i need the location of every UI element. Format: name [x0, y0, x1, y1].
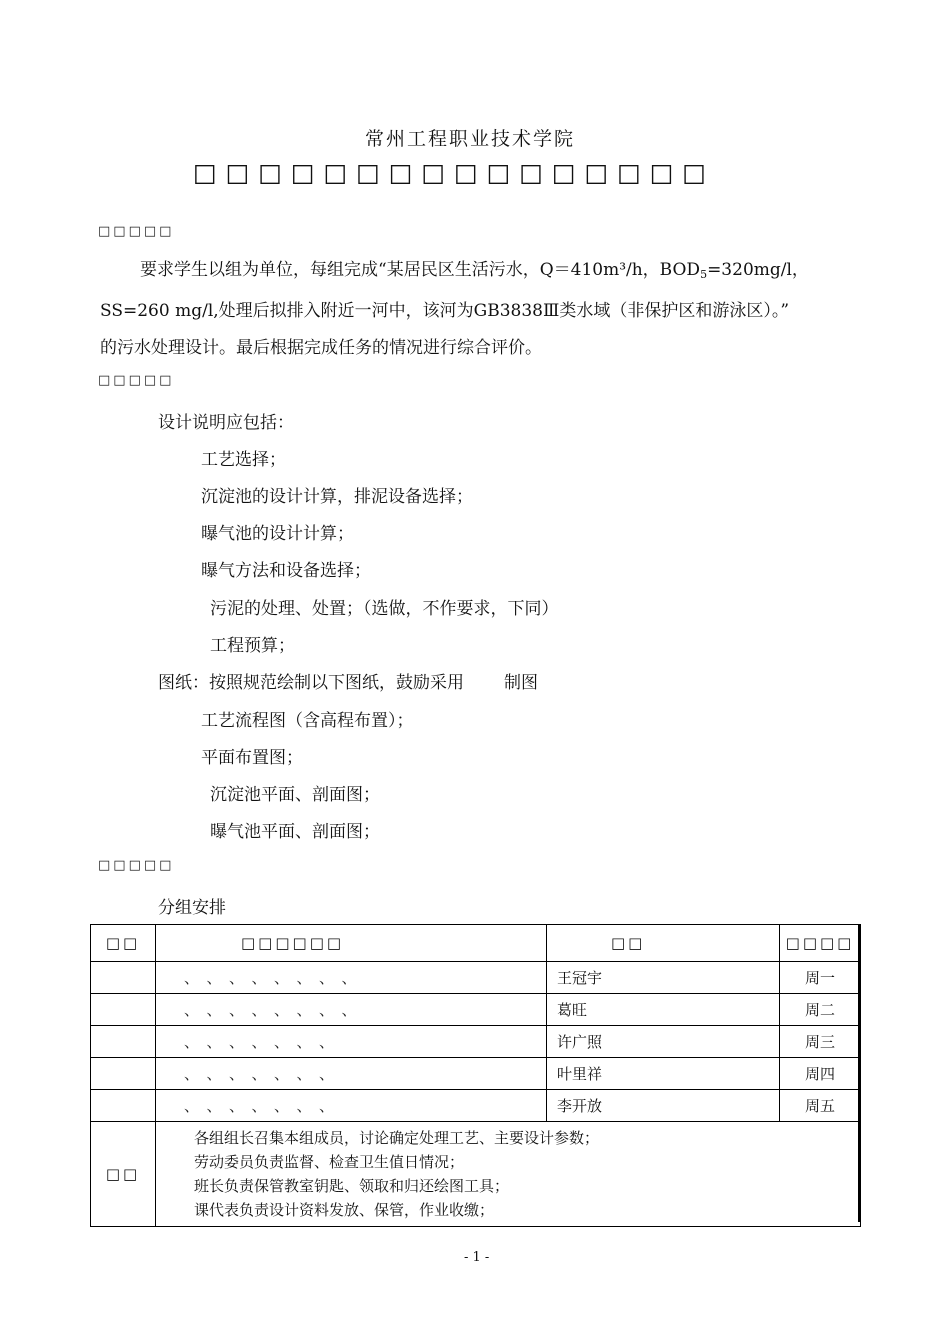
drawing-item: 曝气池平面、剖面图；: [210, 822, 380, 842]
note-line: 劳动委员负责监督、检查卫生值日情况；: [194, 1153, 465, 1171]
design-item: 曝气方法和设备选择；: [201, 561, 371, 581]
header-leader: □□: [547, 925, 780, 962]
group-cell: [91, 1090, 156, 1122]
drawing-item: 工艺流程图（含高程布置）；: [201, 711, 414, 731]
note-line: 班长负责保管教室钥匙、领取和归还绘图工具；: [194, 1177, 510, 1195]
course-title: □□□□□□□□□□□□□□□□: [193, 158, 715, 187]
note-line: 课代表负责设计资料发放、保管，作业收缴；: [194, 1201, 495, 1219]
table-header-row: [91, 925, 861, 962]
notes-label: □□: [91, 1122, 156, 1227]
leader-cell: 李开放: [547, 1090, 780, 1122]
table-double-border: [858, 924, 860, 1222]
page-number: - 1 -: [464, 1250, 490, 1265]
table-row: [91, 1058, 861, 1090]
school-name: 常州工程职业技术学院: [365, 128, 576, 150]
group-cell: [91, 962, 156, 994]
section1-paragraph: [100, 252, 870, 367]
note-line: 各组组长召集本组成员，讨论确定处理工艺、主要设计参数；: [194, 1129, 600, 1147]
group-cell: [91, 1058, 156, 1090]
drawings-intro: 图纸：按照规范绘制以下图纸，鼓励采用 制图: [158, 673, 538, 693]
day-cell: 周一: [780, 962, 861, 994]
design-item: 工艺选择；: [201, 450, 286, 470]
section1-line2: SS=260 mg/l,处理后拟排入附近一河中，该河为GB3838Ⅲ类水域（非保护区和游泳区）。”: [100, 301, 790, 321]
table-row: [91, 1026, 861, 1058]
members-cell: 、 、 、 、 、 、 、: [156, 1026, 547, 1058]
header-members: □□□□□□: [156, 925, 547, 962]
group-table: [90, 924, 861, 1227]
section2-heading: □□□□□: [98, 373, 175, 388]
drawing-item: 沉淀池平面、剖面图；: [210, 785, 380, 805]
section1-line1: 要求学生以组为单位，每组完成“某居民区生活污水，Q＝410m³/h，$BOD_5=320mg/l$，: [140, 260, 809, 281]
notes-cell: [156, 1122, 861, 1227]
section3-heading: □□□□□: [98, 858, 175, 873]
table-row: [91, 994, 861, 1026]
members-cell: 、 、 、 、 、 、 、 、: [156, 962, 547, 994]
design-item: 曝气池的设计计算；: [201, 524, 354, 544]
table-row: [91, 1090, 861, 1122]
design-item: 沉淀池的设计计算，排泥设备选择；: [201, 487, 473, 507]
table-row: [91, 962, 861, 994]
leader-cell: 葛旺: [547, 994, 780, 1026]
design-item: 工程预算；: [210, 636, 295, 656]
header-group: □□: [91, 925, 156, 962]
section1-heading: □□□□□: [98, 224, 175, 239]
design-item: 污泥的处理、处置；（选做，不作要求，下同）: [210, 599, 559, 619]
group-cell: [91, 994, 156, 1026]
leader-cell: 王冠宇: [547, 962, 780, 994]
section1-line3: 的污水处理设计。最后根据完成任务的情况进行综合评价。: [100, 338, 542, 358]
header-day: □□□□: [780, 925, 861, 962]
notes-row: [91, 1122, 861, 1227]
group-label: 分组安排: [158, 898, 226, 918]
design-intro: 设计说明应包括：: [158, 413, 294, 433]
drawing-item: 平面布置图；: [201, 748, 303, 768]
day-cell: 周二: [780, 994, 861, 1026]
members-cell: 、 、 、 、 、 、 、: [156, 1090, 547, 1122]
group-cell: [91, 1026, 156, 1058]
members-cell: 、 、 、 、 、 、 、 、: [156, 994, 547, 1026]
leader-cell: 叶里祥: [547, 1058, 780, 1090]
day-cell: 周三: [780, 1026, 861, 1058]
day-cell: 周五: [780, 1090, 861, 1122]
members-cell: 、 、 、 、 、 、 、: [156, 1058, 547, 1090]
day-cell: 周四: [780, 1058, 861, 1090]
leader-cell: 许广照: [547, 1026, 780, 1058]
